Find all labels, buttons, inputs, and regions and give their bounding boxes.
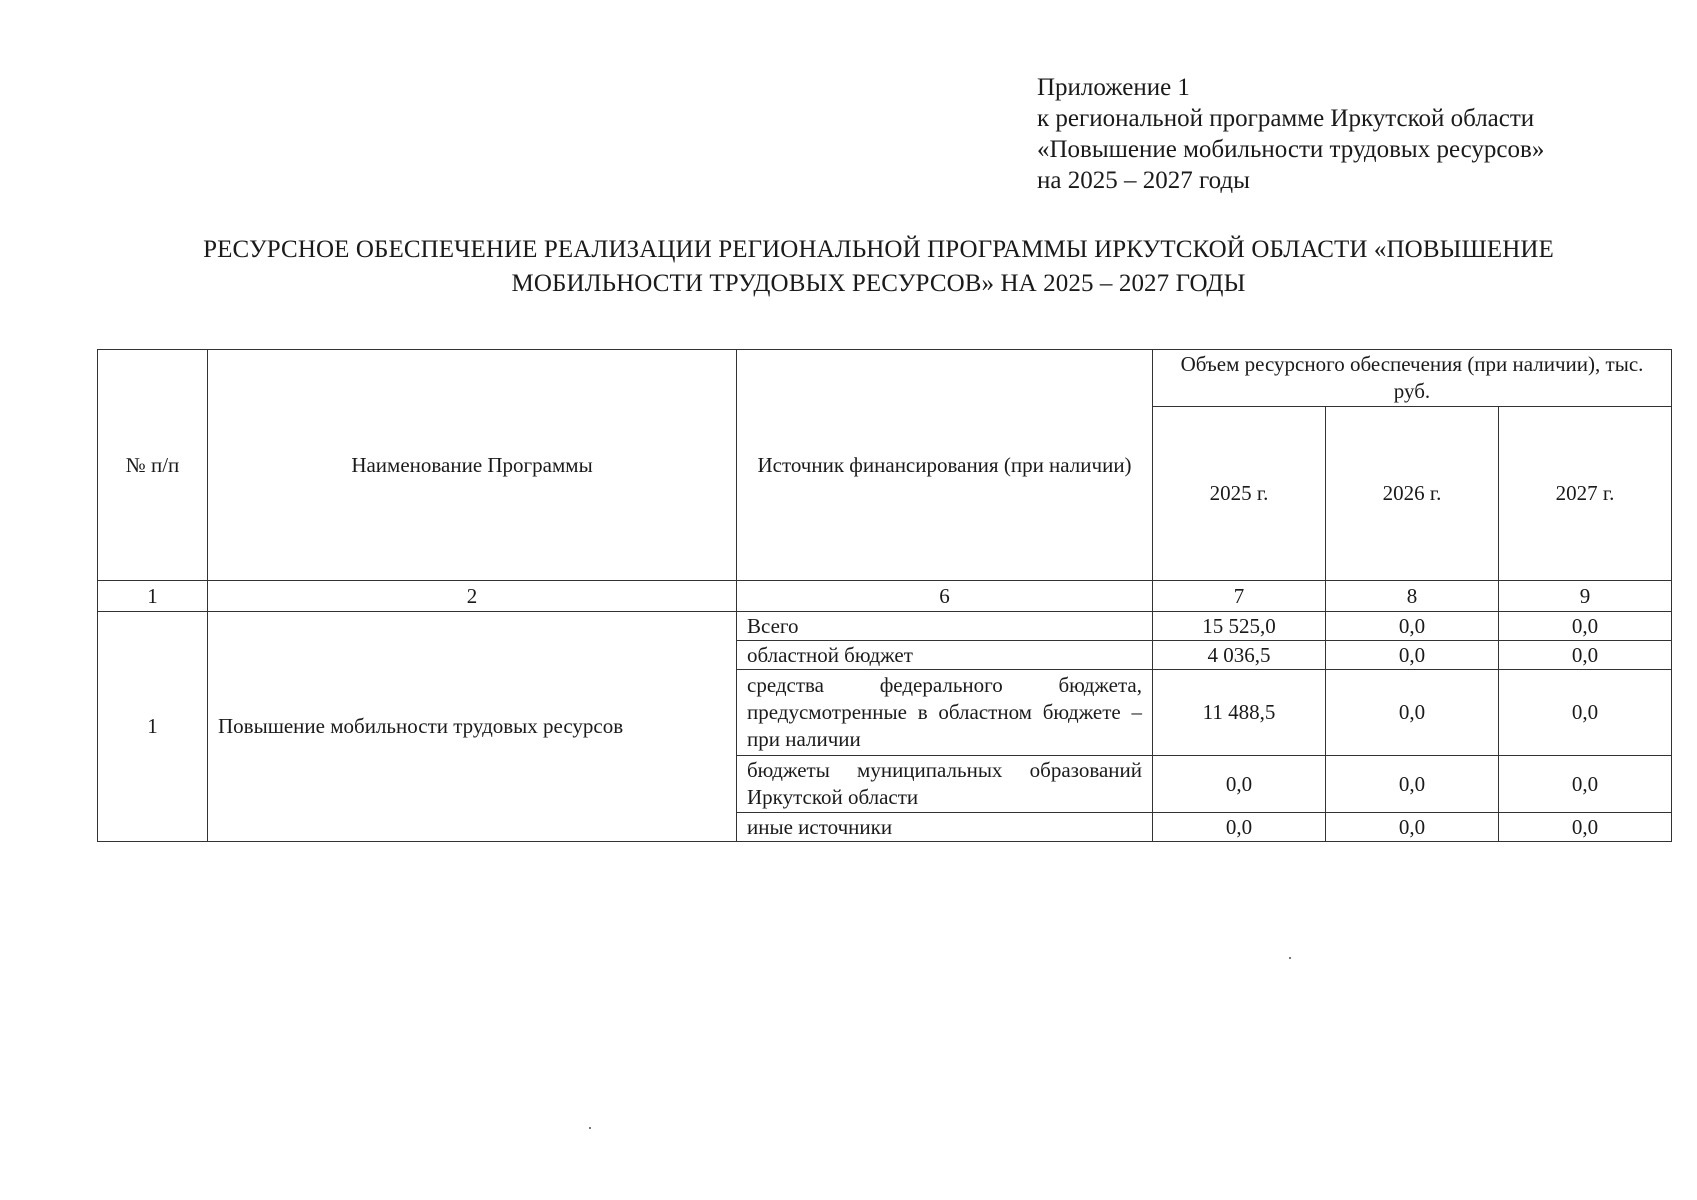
title-line-2: МОБИЛЬНОСТИ ТРУДОВЫХ РЕСУРСОВ» НА 2025 – 2027 ГОДЫ [511,270,1246,297]
title-line-1: РЕСУРСНОЕ ОБЕСПЕЧЕНИЕ РЕАЛИЗАЦИИ РЕГИОНАЛЬНОЙ ПРОГРАММЫ ИРКУТСКОЙ ОБЛАСТИ «ПОВЫШЕНИЕ [203,236,1554,263]
value-cell-2027: 0,0 [1499,670,1672,756]
value-cell-2027: 0,0 [1499,756,1672,813]
header-volume: Объем ресурсного обеспечения (при наличии), тыс. руб. [1153,350,1672,407]
appendix-line-2: к региональной программе Иркутской области [1037,105,1535,132]
value-cell-2025: 15 525,0 [1153,612,1326,641]
column-number: 7 [1153,581,1326,612]
source-cell: областной бюджет [737,641,1153,670]
value-cell-2027: 0,0 [1499,813,1672,842]
scan-speck [589,1127,591,1129]
source-cell: средства федерального бюджета, предусмотренные в областном бюджете – при наличии [737,670,1153,756]
document-title [60,233,1697,301]
value-cell-2026: 0,0 [1326,641,1499,670]
value-cell-2026: 0,0 [1326,756,1499,813]
value-cell-2027: 0,0 [1499,641,1672,670]
value-cell-2026: 0,0 [1326,813,1499,842]
source-cell: иные источники [737,813,1153,842]
value-cell-2025: 4 036,5 [1153,641,1326,670]
value-cell-2025: 0,0 [1153,813,1326,842]
column-number: 9 [1499,581,1672,612]
scan-speck [1289,957,1291,959]
row-program-name: Повышение мобильности трудовых ресурсов [208,612,737,842]
column-number: 8 [1326,581,1499,612]
value-cell-2026: 0,0 [1326,670,1499,756]
header-year-2027: 2027 г. [1499,407,1672,581]
source-cell: бюджеты муниципальных образований Иркутской области [737,756,1153,813]
header-year-2026: 2026 г. [1326,407,1499,581]
source-cell: Всего [737,612,1153,641]
appendix-line-3: «Повышение мобильности трудовых ресурсов» [1037,136,1545,163]
resource-table [97,349,1672,842]
value-cell-2026: 0,0 [1326,612,1499,641]
table-row [98,612,1672,641]
column-number: 6 [737,581,1153,612]
column-number: 2 [208,581,737,612]
header-num: № п/п [98,350,208,581]
header-source: Источник финансирования (при наличии) [737,350,1153,581]
value-cell-2027: 0,0 [1499,612,1672,641]
header-program-name: Наименование Программы [208,350,737,581]
row-num: 1 [98,612,208,842]
appendix-block [1037,72,1544,196]
appendix-line-4: на 2025 – 2027 годы [1037,167,1250,194]
value-cell-2025: 11 488,5 [1153,670,1326,756]
column-number: 1 [98,581,208,612]
appendix-line-1: Приложение 1 [1037,74,1190,101]
value-cell-2025: 0,0 [1153,756,1326,813]
header-year-2025: 2025 г. [1153,407,1326,581]
